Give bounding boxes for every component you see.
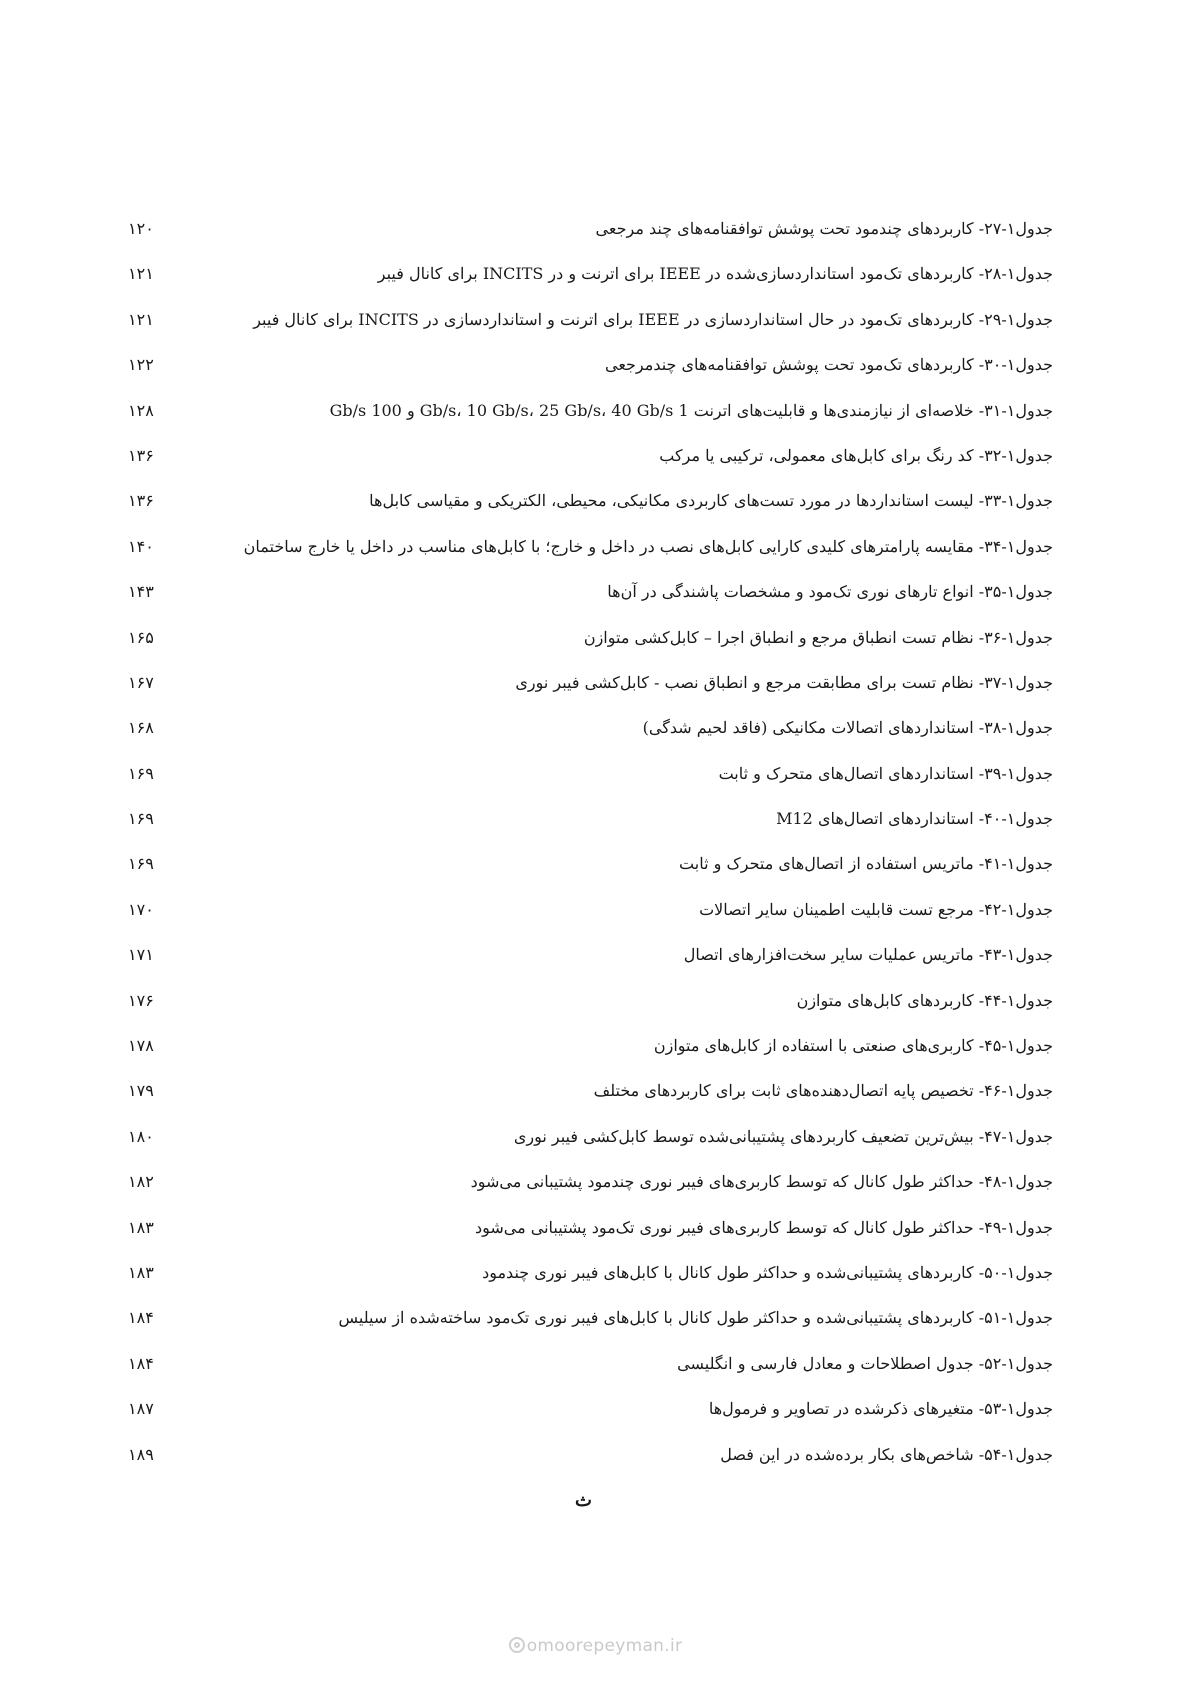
toc-entry-title: جدول۱-۴۵- کاربری‌های صنعتی با استفاده از کابل‌های متوازن xyxy=(653,1036,1053,1056)
toc-entry-title: جدول۱-۵۴- شاخص‌های بکار برده‌شده در این فصل xyxy=(720,1444,1053,1464)
toc-entry[interactable] xyxy=(0,1262,1191,1307)
toc-entry[interactable] xyxy=(0,445,1191,490)
toc-entry[interactable] xyxy=(0,490,1191,535)
toc-entry[interactable] xyxy=(0,1444,1191,1489)
toc-entry[interactable] xyxy=(0,263,1191,308)
watermark-site xyxy=(0,1636,1191,1656)
toc-entry[interactable] xyxy=(0,672,1191,717)
table-of-tables xyxy=(0,218,1191,1489)
toc-entry[interactable] xyxy=(0,763,1191,808)
toc-entry-page: ۱۷۰ xyxy=(128,899,154,919)
page-number: ث xyxy=(575,1490,592,1511)
toc-entry-title: جدول۱-۳۲- کد رنگ برای کابل‌های معمولی، ترکیبی یا مرکب xyxy=(659,445,1053,465)
toc-entry[interactable] xyxy=(0,1035,1191,1080)
toc-entry-title: جدول۱-۲۹- کاربردهای تک‌مود در حال استانداردسازی در IEEE برای اترنت و استانداردسازی در INCITS برای کانال فیبر xyxy=(253,309,1053,329)
watermark-site-text: omoorepeyman.ir xyxy=(526,1636,683,1656)
toc-entry-title: جدول۱-۳۹- استانداردهای اتصال‌های متحرک و ثابت xyxy=(718,763,1053,783)
toc-entry-title: جدول۱-۳۵- انواع تارهای نوری تک‌مود و مشخصات پاشندگی در آن‌ها xyxy=(607,582,1053,602)
toc-entry-title: جدول۱-۴۱- ماتریس استفاده از اتصال‌های متحرک و ثابت xyxy=(679,854,1053,874)
toc-entry-title: جدول۱-۴۶- تخصیص پایه اتصال‌دهنده‌های ثابت برای کاربردهای مختلف xyxy=(593,1081,1053,1101)
toc-entry-title: جدول۱-۳۴- مقایسه پارامترهای کلیدی کارایی کابل‌های نصب در داخل و خارج؛ با کابل‌های مناسب در داخل یا خارج ساختمان xyxy=(243,536,1053,556)
toc-entry-page: ۱۲۱ xyxy=(128,309,154,329)
toc-entry-page: ۱۸۴ xyxy=(128,1308,154,1328)
toc-entry-page: ۱۶۹ xyxy=(128,763,154,783)
toc-entry-page: ۱۸۷ xyxy=(128,1399,154,1419)
toc-entry-page: ۱۷۹ xyxy=(128,1081,154,1101)
toc-entry-page: ۱۲۲ xyxy=(128,355,154,375)
toc-entry[interactable] xyxy=(0,1353,1191,1398)
toc-entry-title: جدول۱-۵۳- متغیرهای ذکرشده در تصاویر و فرمول‌ها xyxy=(708,1399,1053,1419)
toc-entry[interactable] xyxy=(0,899,1191,944)
toc-entry-page: ۱۴۳ xyxy=(128,582,154,602)
toc-entry[interactable] xyxy=(0,400,1191,445)
toc-entry[interactable] xyxy=(0,581,1191,626)
at-sign-icon xyxy=(509,1637,525,1653)
toc-entry-title: جدول۱-۵۲- جدول اصطلاحات و معادل فارسی و انگلیسی xyxy=(677,1353,1053,1373)
toc-entry[interactable] xyxy=(0,218,1191,263)
toc-entry-title: جدول۱-۳۸- استانداردهای اتصالات مکانیکی (فاقد لحیم شدگی) xyxy=(642,718,1053,738)
toc-entry-title: جدول۱-۵۱- کاربردهای پشتیبانی‌شده و حداکثر طول کانال با کابل‌های فیبر نوری تک‌مود ساخته‌شده از سیلیس xyxy=(338,1308,1053,1328)
watermark-seal-text: امورپیمان xyxy=(511,1374,678,1453)
toc-entry[interactable] xyxy=(0,990,1191,1035)
toc-entry-title: جدول۱-۴۴- کاربردهای کابل‌های متوازن xyxy=(796,990,1053,1010)
toc-entry[interactable] xyxy=(0,354,1191,399)
toc-entry-page: ۱۸۳ xyxy=(128,1262,154,1282)
toc-entry-page: ۱۲۸ xyxy=(128,400,154,420)
toc-entry-title: جدول۱-۳۰- کاربردهای تک‌مود تحت پوشش توافقنامه‌های چندمرجعی xyxy=(604,355,1053,375)
toc-entry[interactable] xyxy=(0,1171,1191,1216)
toc-entry[interactable] xyxy=(0,1307,1191,1352)
toc-entry-page: ۱۷۸ xyxy=(128,1036,154,1056)
toc-entry-page: ۱۶۹ xyxy=(128,854,154,874)
toc-entry[interactable] xyxy=(0,1398,1191,1443)
toc-entry-title: جدول۱-۵۰- کاربردهای پشتیبانی‌شده و حداکثر طول کانال با کابل‌های فیبر نوری چندمود xyxy=(482,1262,1053,1282)
toc-entry[interactable] xyxy=(0,853,1191,898)
toc-entry-title: جدول۱-۴۲- مرجع تست قابلیت اطمینان سایر اتصالات xyxy=(699,899,1053,919)
toc-entry-page: ۱۶۹ xyxy=(128,809,154,829)
toc-entry[interactable] xyxy=(0,1217,1191,1262)
toc-entry[interactable] xyxy=(0,717,1191,762)
toc-entry[interactable] xyxy=(0,536,1191,581)
toc-entry-title: جدول۱-۴۳- ماتریس عملیات سایر سخت‌افزارهای اتصال xyxy=(683,945,1053,965)
toc-entry-page: ۱۸۲ xyxy=(128,1172,154,1192)
toc-entry[interactable] xyxy=(0,1080,1191,1125)
toc-entry-page: ۱۴۰ xyxy=(128,536,154,556)
toc-entry-title: جدول۱-۴۰- استانداردهای اتصال‌های M12 xyxy=(776,809,1053,829)
toc-entry-page: ۱۳۶ xyxy=(128,491,154,511)
toc-entry-page: ۱۳۶ xyxy=(128,445,154,465)
toc-entry-title: جدول۱-۳۳- لیست استانداردها در مورد تست‌های کاربردی مکانیکی، محیطی، الکتریکی و مقیاسی کابل‌ها xyxy=(369,491,1053,511)
toc-entry-page: ۱۷۶ xyxy=(128,990,154,1010)
toc-entry-title: جدول۱-۲۷- کاربردهای چندمود تحت پوشش توافقنامه‌های چند مرجعی xyxy=(595,219,1053,238)
toc-entry[interactable] xyxy=(0,808,1191,853)
toc-entry-page: ۱۸۰ xyxy=(128,1126,154,1146)
toc-entry-title: جدول۱-۴۷- بیش‌ترین تضعیف کاربردهای پشتیبانی‌شده توسط کابل‌کشی فیبر نوری xyxy=(513,1126,1053,1146)
toc-entry-page: ۱۸۳ xyxy=(128,1217,154,1237)
toc-entry-title: جدول۱-۳۶- نظام تست انطباق مرجع و انطباق اجرا – کابل‌کشی متوازن xyxy=(583,627,1053,647)
toc-entry-title: جدول۱-۳۷- نظام تست برای مطابقت مرجع و انطباق نصب - کابل‌کشی فیبر نوری xyxy=(515,672,1053,692)
toc-entry-title: جدول۱-۳۱- خلاصه‌ای از نیازمندی‌ها و قابلیت‌های اترنت 1 Gb/s، 10 Gb/s، 25 Gb/s، 40 Gb/s و 100 Gb/s xyxy=(329,400,1053,420)
toc-entry-page: ۱۸۹ xyxy=(128,1444,154,1464)
toc-entry-title: جدول۱-۴۸- حداکثر طول کانال که توسط کاربری‌های فیبر نوری چندمود پشتیبانی می‌شود xyxy=(470,1172,1053,1192)
toc-entry[interactable] xyxy=(0,309,1191,354)
toc-entry-page: ۱۶۷ xyxy=(128,672,154,692)
toc-entry-title: جدول۱-۴۹- حداکثر طول کانال که توسط کاربری‌های فیبر نوری تک‌مود پشتیبانی می‌شود xyxy=(474,1217,1053,1237)
toc-entry-page: ۱۲۱ xyxy=(128,264,154,284)
toc-entry-title: جدول۱-۲۸- کاربردهای تک‌مود استانداردسازی‌شده در IEEE برای اترنت و در INCITS برای کانال فیبر xyxy=(377,264,1053,284)
toc-entry-page: ۱۲۰ xyxy=(128,219,154,238)
toc-entry-page: ۱۷۱ xyxy=(128,945,154,965)
toc-entry-page: ۱۶۸ xyxy=(128,718,154,738)
toc-entry[interactable] xyxy=(0,627,1191,672)
toc-entry[interactable] xyxy=(0,1126,1191,1171)
toc-entry[interactable] xyxy=(0,944,1191,989)
toc-entry-page: ۱۸۴ xyxy=(128,1353,154,1373)
toc-entry-page: ۱۶۵ xyxy=(128,627,154,647)
